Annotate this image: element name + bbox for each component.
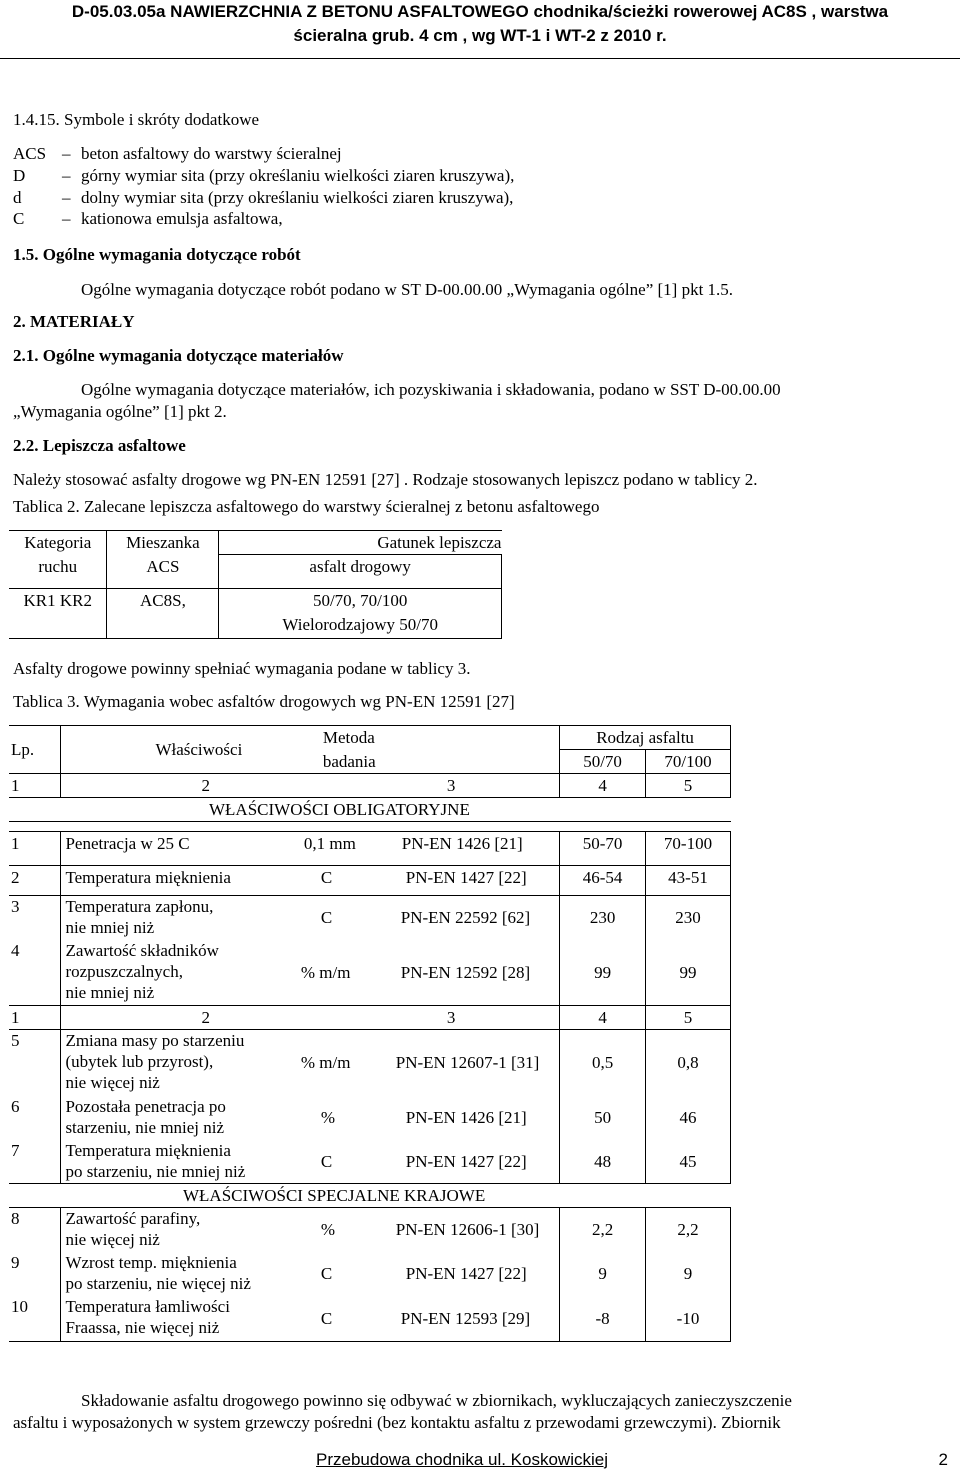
table2-row-value-2: Wielorodzajowy 50/70	[219, 613, 502, 639]
symbol-desc: kationowa emulsja asfaltowa,	[81, 209, 283, 228]
section-2-2-text: Należy stosować asfalty drogowe wg PN-EN 12591 [27] . Rodzaje stosowanych lepiszcz podano w tablicy 2.	[13, 470, 758, 489]
table2-row-value: 50/70, 70/100	[219, 589, 502, 613]
table3-header-method: Metoda	[291, 726, 560, 750]
closing-text-line2: asfaltu i wyposażonych w system grzewczy pośredni (bez kontaktu asfaltu z przewodami grzewczymi). Zbiornik	[13, 1413, 781, 1432]
symbol-desc: beton asfaltowy do warstwy ścieralnej	[81, 144, 342, 163]
symbol-row	[0, 188, 960, 210]
table3-row: 2 Temperatura mięknienia C PN-EN 1427 [22] 46-54 43-51	[9, 866, 731, 890]
table2-header-mix-2: ACS	[107, 555, 219, 579]
section-1-5-text: Ogólne wymagania dotyczące robót podano w ST D-00.00.00 „Wymagania ogólne” [1] pkt 1.5.	[81, 280, 734, 299]
section-2-1-text-line1: Ogólne wymagania dotyczące materiałów, ich pozyskiwania i składowania, podano w SST D-00.00.00	[81, 380, 781, 399]
header-title-line2: ścieralna grub. 4 cm , wg WT-1 i WT-2 z 2010 r.	[293, 26, 667, 45]
table3-row: 10 Temperatura łamliwości Fraassa, nie więcej niż C PN-EN 12593 [29] -8 -10	[9, 1296, 731, 1342]
table3-header-method-2: badania	[322, 751, 376, 771]
footer-title: Przebudowa chodnika ul. Koskowickiej	[316, 1450, 608, 1469]
header-title-line1: D-05.03.05a NAWIERZCHNIA Z BETONU ASFALTOWEGO chodnika/ścieżki rowerowej AC8S , warstwa	[71, 2, 889, 21]
symbol-row	[0, 166, 960, 188]
table3-group-special: WŁAŚCIWOŚCI SPECJALNE KRAJOWE	[9, 1184, 731, 1208]
table3-row: 4 Zawartość składników rozpuszczalnych, nie mniej niż % m/m PN-EN 12592 [28] 99 99	[9, 940, 731, 1006]
symbol-key: ACS	[13, 144, 47, 163]
section-2-title: 2. MATERIAŁY	[13, 312, 135, 331]
symbol-dash: –	[62, 209, 71, 228]
section-2-1-text-line2: „Wymagania ogólne” [1] pkt 2.	[13, 402, 227, 421]
table3-group-obligatory: WŁAŚCIWOŚCI OBLIGATORYJNE	[9, 798, 731, 822]
table3-row: 6 Pozostała penetracja po starzeniu, nie mniej niż % PN-EN 1426 [21] 50 46	[9, 1096, 731, 1140]
closing-text-line1: Składowanie asfaltu drogowego powinno się odbywać w zbiornikach, wykluczających zanieczyszczenie	[81, 1391, 792, 1410]
table2-row-category: KR1 KR2	[9, 589, 107, 613]
symbol-dash: –	[62, 166, 71, 185]
page-number: 2	[938, 1450, 948, 1469]
table3	[9, 725, 731, 1342]
section-2-2-title: 2.2. Lepiszcza asfaltowe	[13, 436, 186, 455]
table3-header-type-b: 70/100	[646, 750, 731, 774]
section-1-5-title: 1.5. Ogólne wymagania dotyczące robót	[13, 245, 301, 264]
table3-header-lp: Lp.	[9, 726, 61, 774]
symbol-desc: górny wymiar sita (przy określaniu wielkości ziaren kruszywa),	[81, 166, 515, 185]
table3-row: 7 Temperatura mięknienia po starzeniu, nie mniej niż C PN-EN 1427 [22] 48 45	[9, 1140, 731, 1184]
table3-caption: Tablica 3. Wymagania wobec asfaltów drogowych wg PN-EN 12591 [27]	[13, 692, 515, 711]
paragraph-after-table2: Asfalty drogowe powinny spełniać wymagania podane w tablicy 3.	[13, 659, 471, 678]
table2-header-grade: Gatunek lepiszcza	[219, 531, 502, 555]
table3-number-row: 1 2 3 4 5	[9, 1006, 731, 1030]
table3-row: 1 Penetracja w 25 C 0,1 mm PN-EN 1426 [21] 50-70 70-100	[9, 832, 731, 856]
table3-row: 8 Zawartość parafiny, nie więcej niż % PN-EN 12606-1 [30] 2,2 2,2	[9, 1208, 731, 1252]
table2-row-mix: AC8S,	[107, 589, 219, 613]
symbol-desc: dolny wymiar sita (przy określaniu wielkości ziaren kruszywa),	[81, 188, 514, 207]
table2-caption: Tablica 2. Zalecane lepiszcza asfaltowego do warstwy ścieralnej z betonu asfaltowego	[13, 497, 600, 516]
table3-header-type: Rodzaj asfaltu	[560, 726, 731, 750]
symbol-dash: –	[62, 144, 71, 163]
table3-row: 5 Zmiana masy po starzeniu (ubytek lub przyrost), nie więcej niż % m/m PN-EN 12607-1 [31] 0,5 0,8	[9, 1030, 731, 1096]
table3-row: 3 Temperatura zapłonu, nie mniej niż C PN-EN 22592 [62] 230 230	[9, 896, 731, 940]
table3-row: 9 Wzrost temp. mięknienia po starzeniu, nie więcej niż C PN-EN 1427 [22] 9 9	[9, 1252, 731, 1296]
symbol-row	[0, 144, 960, 166]
symbol-dash: –	[62, 188, 71, 207]
symbol-key: D	[13, 166, 26, 185]
table2-header-asphalt: asfalt drogowy	[219, 555, 502, 579]
table3-number-row: 1 2 3 4 5	[9, 774, 731, 798]
section-1-4-15-title: 1.4.15. Symbole i skróty dodatkowe	[13, 110, 260, 129]
page-header	[0, 0, 960, 59]
table2-header-mix: Mieszanka	[107, 531, 219, 555]
symbol-key: C	[13, 209, 25, 228]
table2-header-category: Kategoria	[9, 531, 107, 555]
symbol-key: d	[13, 188, 22, 207]
page-footer	[0, 1447, 960, 1471]
section-2-1-title: 2.1. Ogólne wymagania dotyczące materiałów	[13, 346, 344, 365]
symbol-row	[0, 209, 960, 231]
table2-header-category-2: ruchu	[38, 556, 78, 576]
table3-header-property: Właściwości	[61, 726, 291, 774]
table3-header-type-a: 50/70	[560, 750, 646, 774]
table2	[9, 530, 502, 639]
